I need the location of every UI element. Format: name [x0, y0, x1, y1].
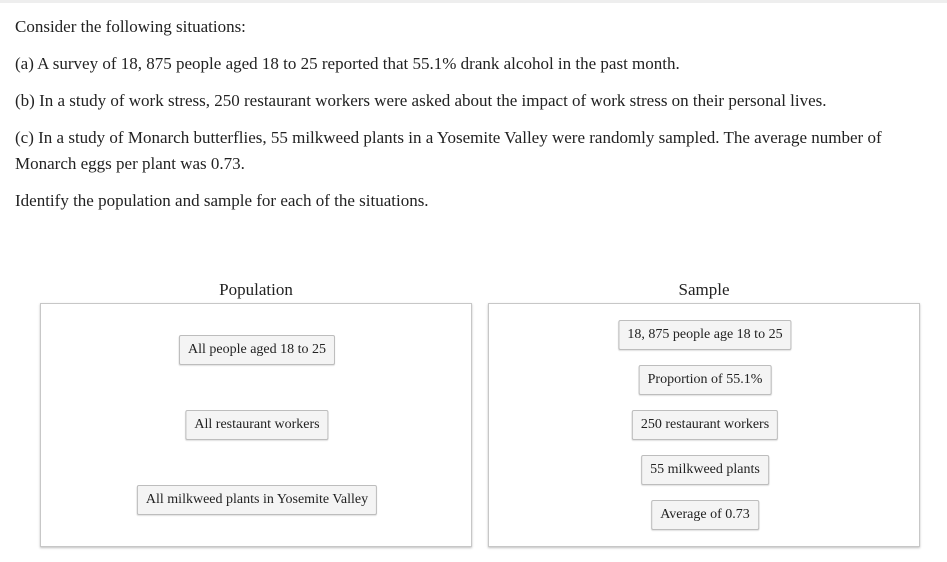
sample-title: Sample: [678, 280, 730, 299]
question-prompt: Identify the population and sample for each of the situations.: [15, 191, 429, 210]
situation-b: (b) In a study of work stress, 250 restaurant workers were asked about the impact of work stress on their personal lives.: [15, 91, 827, 110]
population-chip-restaurant[interactable]: All restaurant workers: [185, 410, 328, 440]
sample-chip-milkweed[interactable]: 55 milkweed plants: [641, 455, 769, 485]
sample-chip-average[interactable]: Average of 0.73: [651, 500, 759, 530]
population-chip-milkweed[interactable]: All milkweed plants in Yosemite Valley: [137, 485, 377, 515]
population-dropzone[interactable]: [40, 303, 472, 547]
sample-dropzone[interactable]: [488, 303, 920, 547]
sample-chip-proportion[interactable]: Proportion of 55.1%: [639, 365, 772, 395]
situation-c: (c) In a study of Monarch butterflies, 55 milkweed plants in a Yosemite Valley were randomly sampled. The average number of Monarch eggs per plant was 0.73.: [15, 128, 882, 173]
population-title: Population: [219, 280, 293, 299]
question-text: [15, 14, 935, 225]
question-intro: Consider the following situations:: [15, 17, 246, 36]
sample-chip-restaurant[interactable]: 250 restaurant workers: [632, 410, 778, 440]
situation-a: (a) A survey of 18, 875 people aged 18 to 25 reported that 55.1% drank alcohol in the past month.: [15, 54, 680, 73]
top-border: [0, 0, 947, 3]
sample-chip-people[interactable]: 18, 875 people age 18 to 25: [618, 320, 791, 350]
population-chip-people[interactable]: All people aged 18 to 25: [179, 335, 335, 365]
